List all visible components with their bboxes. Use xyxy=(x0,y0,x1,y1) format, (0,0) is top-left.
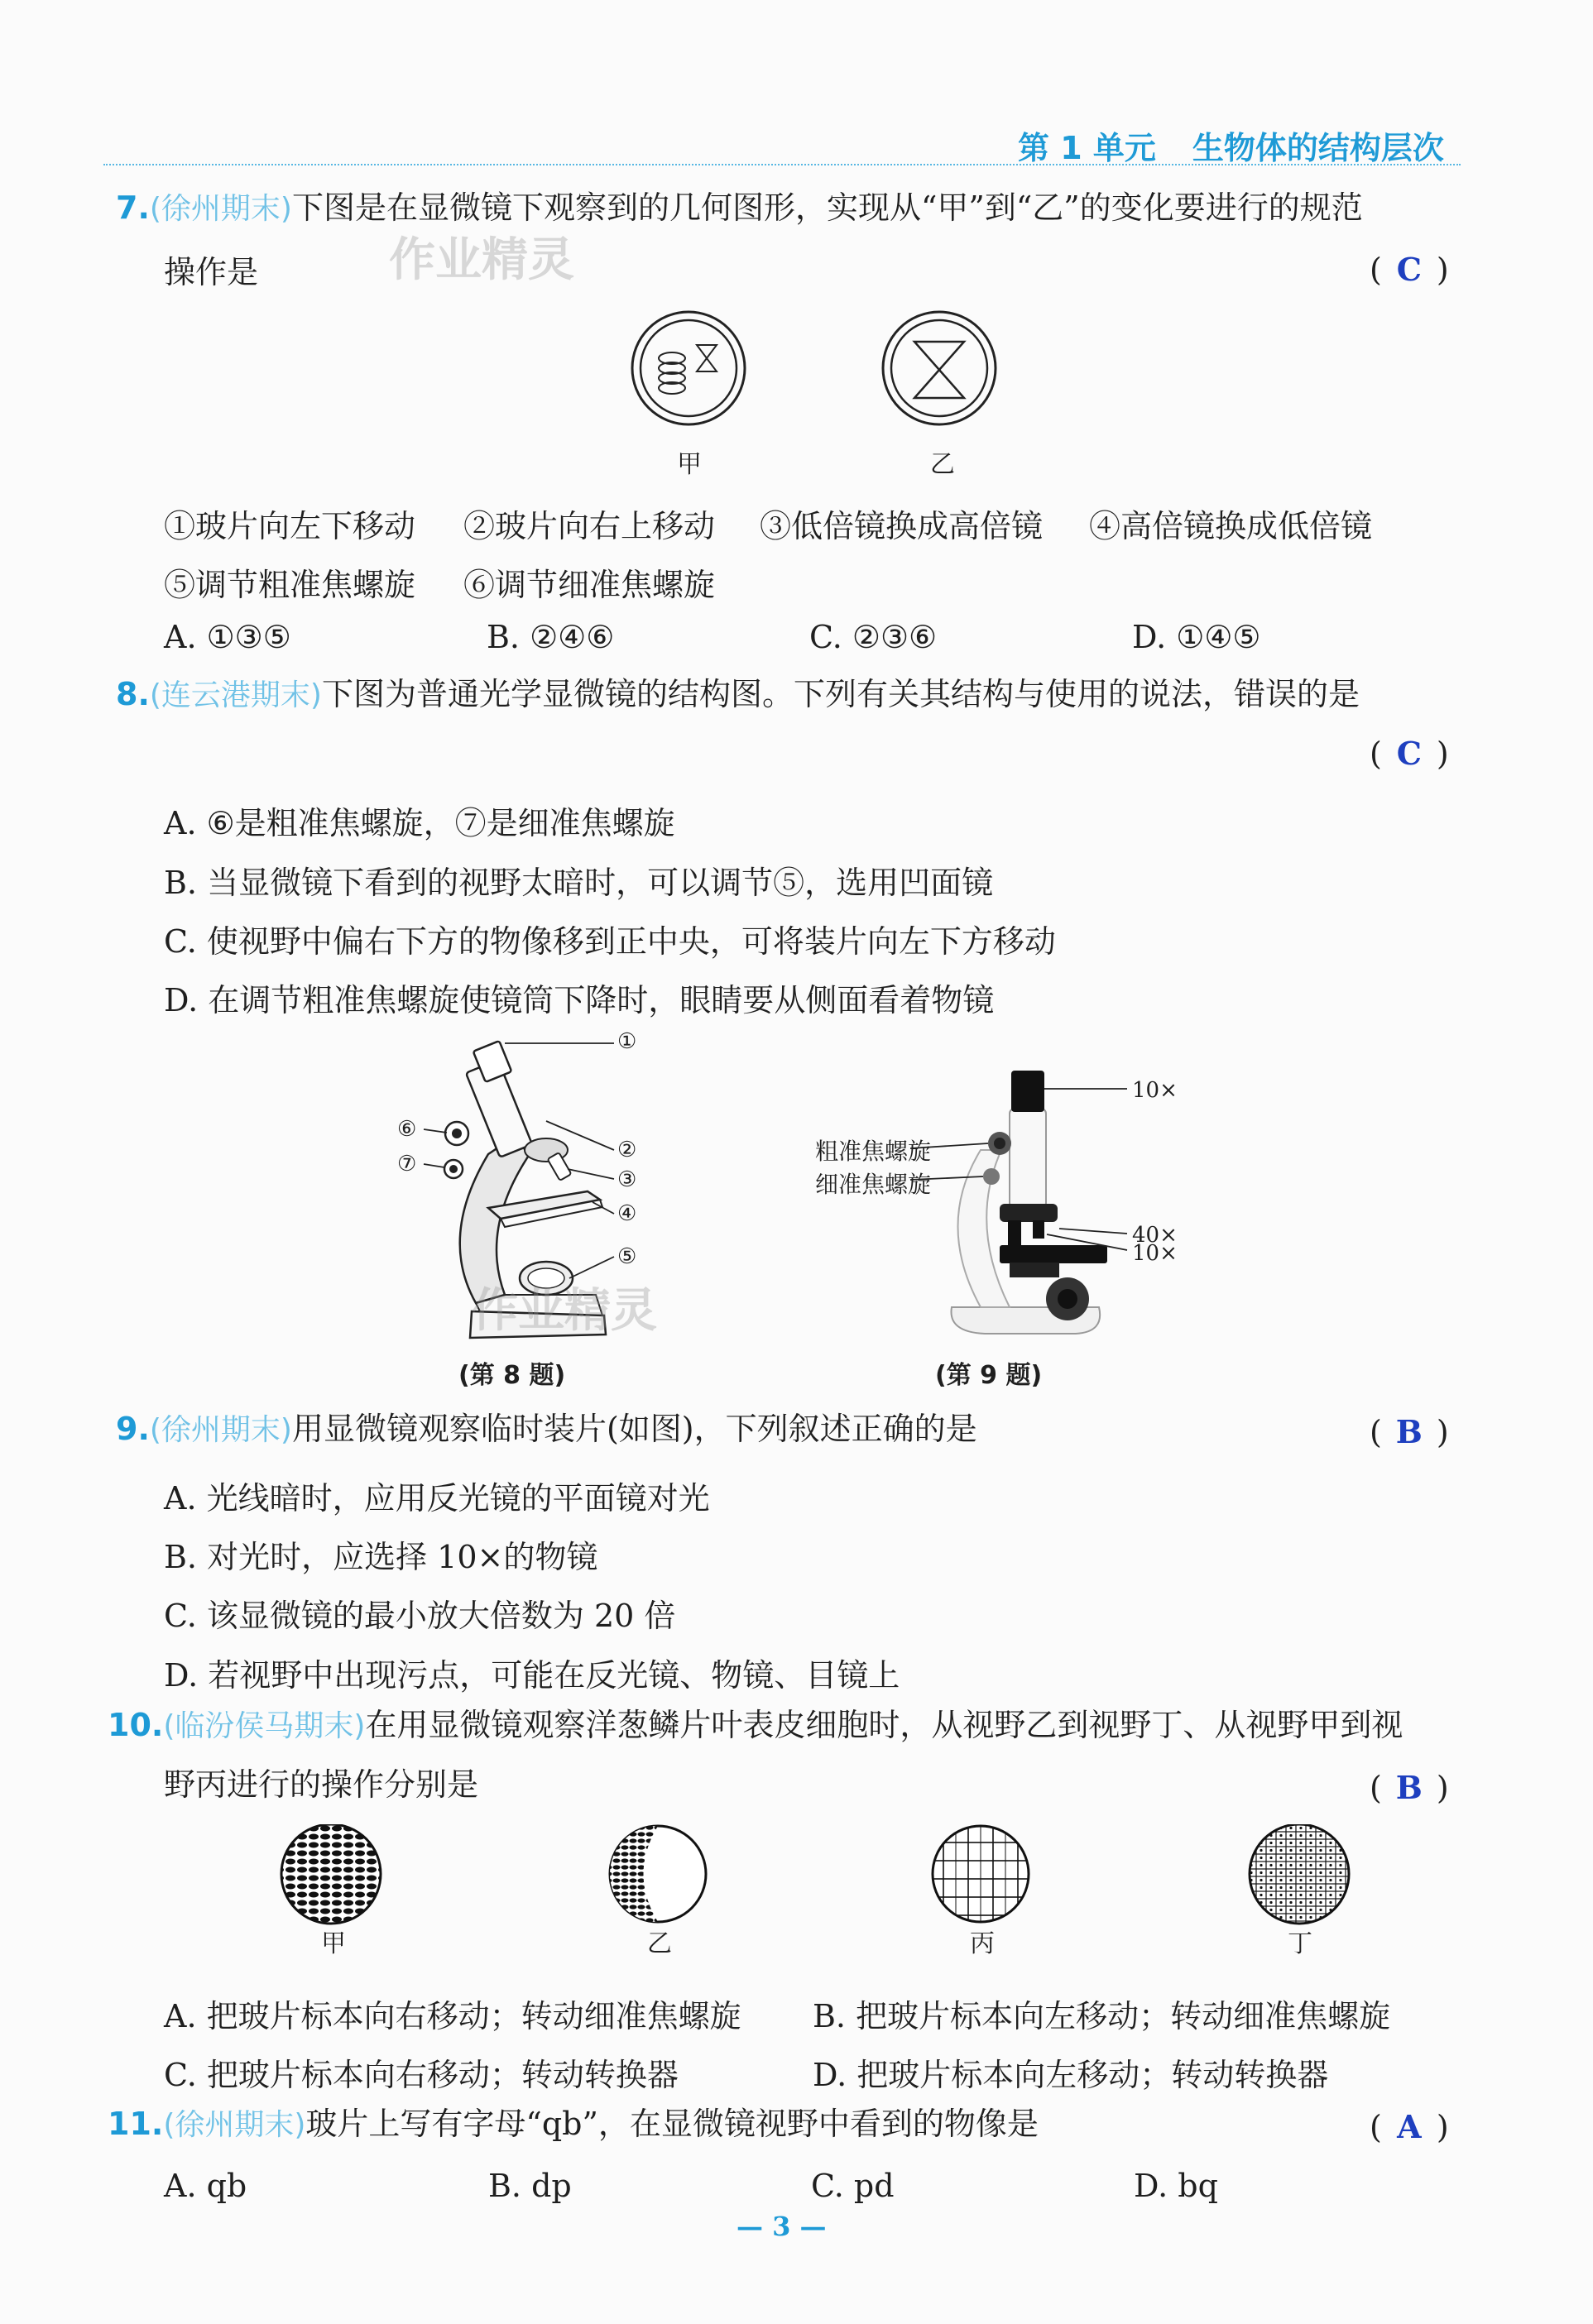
q8-callout-2: ② xyxy=(617,1138,637,1162)
q9-figure-caption: (第 9 题) xyxy=(935,1361,1043,1390)
q8-answer: ( C ) xyxy=(1370,735,1449,772)
q7-option-b: B. ②④⑥ xyxy=(487,619,615,655)
q7-option-d: D. ①④⑤ xyxy=(1132,619,1261,655)
q10-option-c: C. 把玻片标本向右移动；转动转换器 xyxy=(164,2057,679,2093)
q9-source: (徐州期末) xyxy=(149,1413,292,1447)
q7-view-yi xyxy=(883,312,996,424)
q8-option-a: A. ⑥是粗准焦螺旋，⑦是细准焦螺旋 xyxy=(164,805,675,841)
q7-step-6: ⑥调节细准焦螺旋 xyxy=(463,567,716,603)
q8-option-d: D. 在调节粗准焦螺旋使镜筒下降时，眼睛要从侧面看着物镜 xyxy=(164,982,995,1018)
q8-answer-letter: C xyxy=(1396,735,1422,772)
q10-label-jia: 甲 xyxy=(321,1929,346,1958)
q7-step-2: ②玻片向右上移动 xyxy=(463,508,716,544)
q8-callout-4: ④ xyxy=(617,1201,637,1226)
q9-stem-text1: 用显微镜观察临时装片(如图)，下列叙述正确的是 xyxy=(291,1411,977,1447)
q8-figure-caption: (第 8 题) xyxy=(458,1361,566,1390)
q9-option-b: B. 对光时，应选择 10×的物镜 xyxy=(164,1539,598,1575)
q9-label-coarse: 粗准焦螺旋 xyxy=(815,1138,932,1165)
q11-answer: ( A ) xyxy=(1370,2108,1449,2145)
q11-option-b: B. dp xyxy=(488,2168,572,2204)
q11-answer-letter: A xyxy=(1397,2108,1422,2145)
q10-source: (临汾侯马期末) xyxy=(163,1709,366,1743)
q11-option-d: D. bq xyxy=(1134,2168,1218,2204)
q10-view-bing xyxy=(933,1826,1029,1922)
q10-views xyxy=(273,1824,1374,1932)
q7-answer-letter: C xyxy=(1396,251,1422,288)
q10-answer: ( B ) xyxy=(1370,1769,1449,1806)
q10-label-ding: 丁 xyxy=(1288,1929,1312,1958)
q11-stem-line1 xyxy=(108,2108,1039,2140)
q7-number: 7. xyxy=(116,189,150,226)
q11-option-c: C. pd xyxy=(811,2168,895,2204)
q7-step-5: ⑤调节粗准焦螺旋 xyxy=(164,567,416,603)
q10-option-a: A. 把玻片标本向右移动；转动细准焦螺旋 xyxy=(164,1998,741,2034)
q9-stem-line1 xyxy=(116,1413,977,1445)
q7-source: (徐州期末) xyxy=(149,192,292,226)
q10-stem-text1: 在用显微镜观察洋葱鳞片叶表皮细胞时，从视野乙到视野丁、从视野甲到视 xyxy=(365,1707,1403,1743)
q9-mag-eyepiece: 10× xyxy=(1132,1078,1178,1103)
page-number: — 3 — xyxy=(737,2211,827,2242)
q9-mag-objective-high: 40× xyxy=(1132,1223,1178,1248)
q9-microscope-photo xyxy=(902,1059,1134,1349)
q10-stem-line2: 野丙进行的操作分别是 xyxy=(164,1766,479,1803)
q10-number: 10. xyxy=(108,1707,164,1743)
q8-option-c: C. 使视野中偏右下方的物像移到正中央，可将装片向左下方移动 xyxy=(164,923,1056,960)
q10-view-ding xyxy=(1250,1824,1349,1924)
unit-number: 第 1 单元 xyxy=(1018,130,1156,166)
unit-title: 生物体的结构层次 xyxy=(1192,130,1444,166)
q10-view-yi xyxy=(610,1826,706,1922)
q7-stem-text1: 下图是在显微镜下观察到的几何图形，实现从“甲”到“乙”的变化要进行的规范 xyxy=(291,189,1363,226)
q10-label-yi: 乙 xyxy=(647,1929,672,1958)
q11-number: 11. xyxy=(108,2106,164,2142)
q10-answer-letter: B xyxy=(1395,1769,1423,1806)
q10-option-b: B. 把玻片标本向左移动；转动细准焦螺旋 xyxy=(813,1998,1391,2034)
unit-header xyxy=(1018,122,1444,168)
q9-option-c: C. 该显微镜的最小放大倍数为 20 倍 xyxy=(164,1598,676,1634)
q9-option-a: A. 光线暗时，应用反光镜的平面镜对光 xyxy=(164,1480,710,1517)
q8-number: 8. xyxy=(116,676,150,712)
q8-stem-text1: 下图为普通光学显微镜的结构图。下列有关其结构与使用的说法，错误的是 xyxy=(321,676,1360,712)
q8-callout-7: ⑦ xyxy=(397,1152,417,1176)
q8-callout-1: ① xyxy=(617,1029,637,1054)
q9-label-fine: 细准焦螺旋 xyxy=(815,1171,932,1198)
q8-stem-line1 xyxy=(116,678,1360,711)
watermark: 作业精灵 xyxy=(389,233,574,287)
q7-step-1: ①玻片向左下移动 xyxy=(164,508,416,544)
q7-answer: ( C ) xyxy=(1370,251,1449,288)
q9-number: 9. xyxy=(116,1411,150,1447)
q8-callout-5: ⑤ xyxy=(617,1244,637,1269)
q9-option-d: D. 若视野中出现污点，可能在反光镜、物镜、目镜上 xyxy=(164,1657,900,1694)
q11-stem-text1: 玻片上写有字母“qb”，在显微镜视野中看到的物像是 xyxy=(305,2106,1039,2142)
watermark-2: 作业精灵 xyxy=(472,1284,657,1338)
q8-option-b: B. 当显微镜下看到的视野太暗时，可以调节⑤，选用凹面镜 xyxy=(164,865,994,901)
q7-label-jia: 甲 xyxy=(677,450,702,479)
header-rule xyxy=(103,164,1461,165)
q7-option-a: A. ①③⑤ xyxy=(164,619,291,655)
q11-option-a: A. qb xyxy=(164,2168,247,2204)
q9-answer: ( B ) xyxy=(1370,1413,1449,1450)
q7-step-4: ④高倍镜换成低倍镜 xyxy=(1089,508,1373,544)
q7-view-jia xyxy=(632,312,745,424)
q7-step-3: ③低倍镜换成高倍镜 xyxy=(760,508,1044,544)
q8-callout-6: ⑥ xyxy=(397,1117,417,1142)
q10-label-bing: 丙 xyxy=(970,1929,995,1958)
q8-callout-3: ③ xyxy=(617,1167,637,1192)
q9-answer-letter: B xyxy=(1395,1413,1423,1450)
q10-stem-line1 xyxy=(108,1709,1403,1742)
q10-view-jia xyxy=(281,1824,381,1924)
q7-label-yi: 乙 xyxy=(930,450,955,479)
q7-option-c: C. ②③⑥ xyxy=(809,619,938,655)
q9-mag-objective-low: 10× xyxy=(1132,1241,1178,1266)
q7-stem-line1 xyxy=(116,189,1363,226)
q10-option-d: D. 把玻片标本向左移动；转动转换器 xyxy=(813,2057,1329,2093)
q11-source: (徐州期末) xyxy=(163,2108,306,2142)
q7-stem-line2: 操作是 xyxy=(164,254,259,290)
q8-source: (连云港期末) xyxy=(149,678,322,712)
